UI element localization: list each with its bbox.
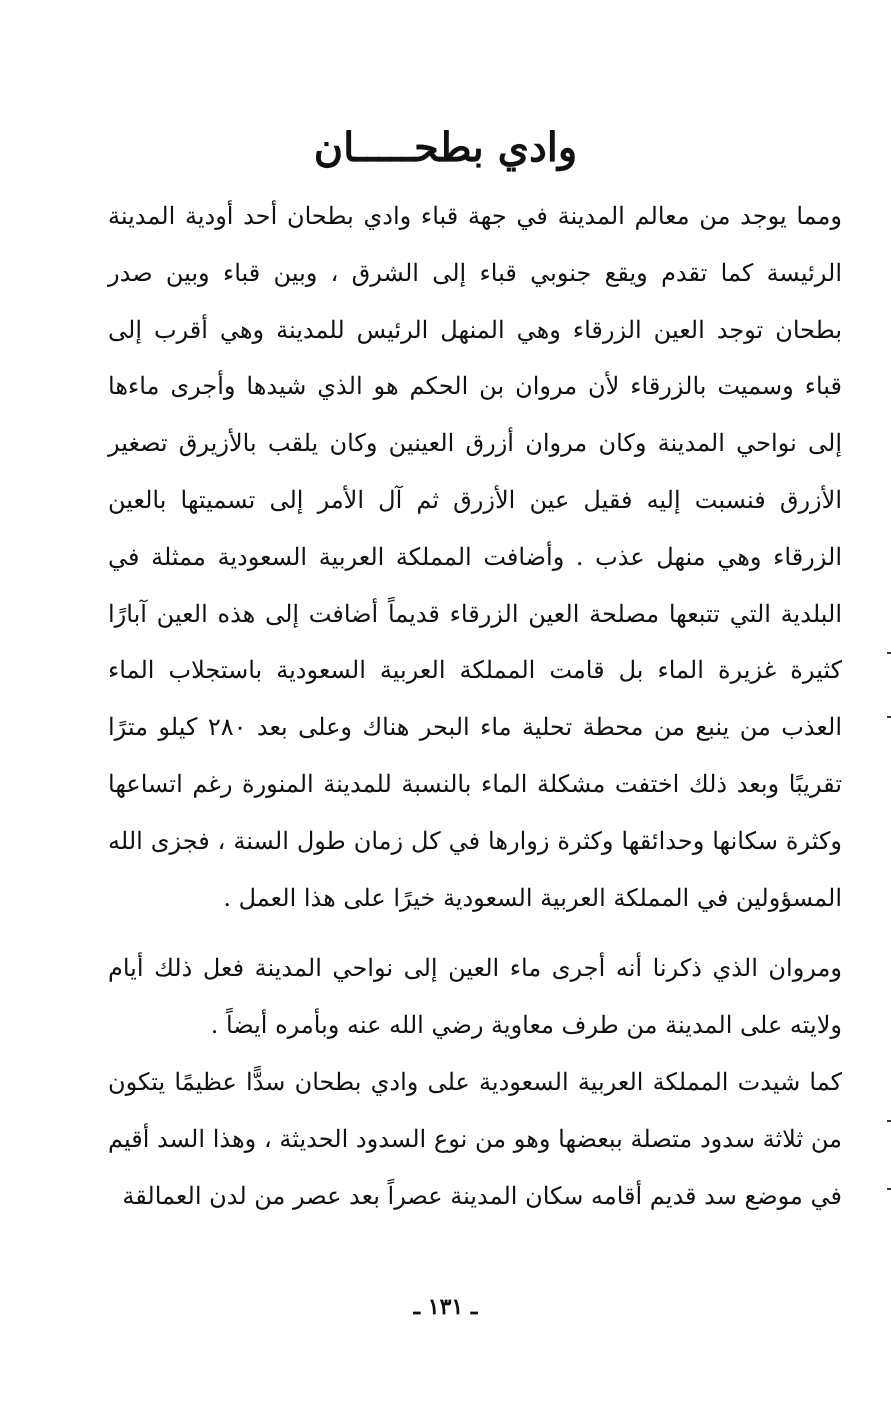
margin-mark [887,716,891,718]
margin-mark [887,1120,891,1122]
page-number: ـ ١٣١ ـ [413,1294,478,1320]
margin-mark [887,652,891,654]
page-title: وادي بطحـــــان [313,124,578,171]
margin-mark [887,1188,891,1190]
paragraph-1: ومما يوجد من معالم المدينة في جهة قباء وادي بطحان أحد أودية المدينة الرئيسة كما تقدم ويقع جنوبي قباء إلى الشرق ، وبين قباء وبين صدر بطحان توجد العين الزرقاء وهي المنهل الرئيس للمدينة وهي أقرب إلى قباء وسميت بالزرقاء لأن مروان بن الحكم هو الذي شيدها وأجرى ماءها إلى نواحي المدينة وكان مروان أزرق العينين وكان يلقب بالأزيرق تصغير الأزرق فنسبت إليه فقيل عين الأزرق ثم آل الأمر إلى تسميتها بالعين الزرقاء وهي منهل عذب . وأضافت المملكة العربية السعودية ممثلة في البلدية التي تتبعها مصلحة العين الزرقاء قديماً أضافت إلى هذه العين آبارًا كثيرة غزيرة الماء بل قامت المملكة العربية السعودية باستجلاب الماء العذب من ينبع من محطة تحلية ماء البحر هناك وعلى بعد ٢٨٠ كيلو مترًا تقريبًا وبعد ذلك اختفت مشكلة الماء بالنسبة للمدينة المنورة رغم اتساعها وكثرة سكانها وحدائقها وكثرة زوارها في كل زمان طول السنة ، فجزى الله المسؤولين في المملكة العربية السعودية خيرًا على هذا العمل . [108,202,843,912]
paragraph-2: ومروان الذي ذكرنا أنه أجرى ماء العين إلى نواحي المدينة فعل ذلك أيام ولايته على المدينة من طرف معاوية رضي الله عنه وبأمره أيضاً . [108,954,842,1039]
paragraph-3: كما شيدت المملكة العربية السعودية على وادي بطحان سدًّا عظيمًا يتكون من ثلاثة سدود متصلة ببعضها وهو من نوع السدود الحديثة ، وهذا السد أقيم في موضع سد قديم أقامه سكان المدينة عصراً بعد عصر من لدن العمالقة [108,1068,842,1210]
